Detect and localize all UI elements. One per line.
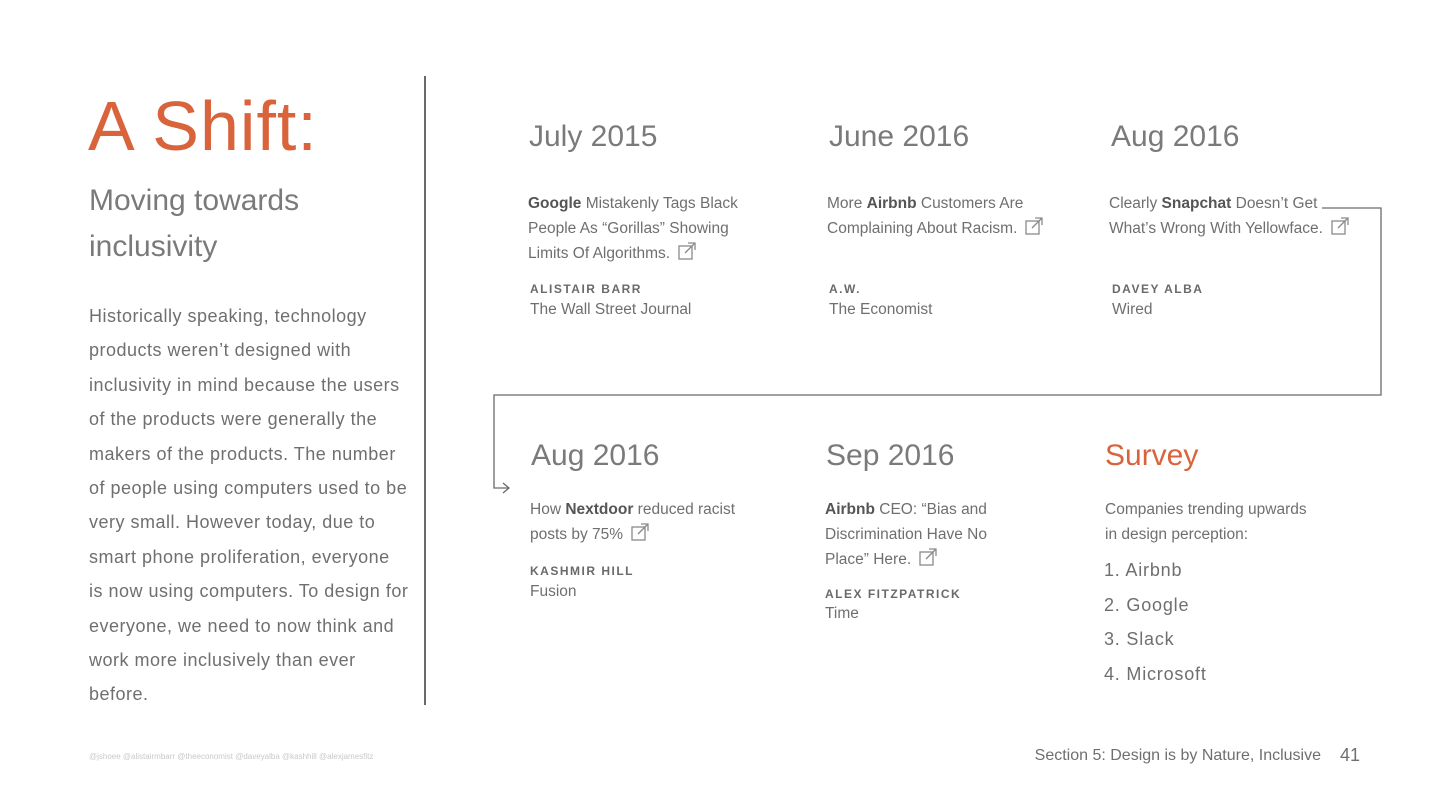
headline-text: Clearly (1109, 195, 1162, 212)
headline-text: Doesn’t Get What’s Wrong With Yellowface. (1109, 195, 1323, 237)
timeline-date: Aug 2016 (531, 439, 660, 472)
headline-text: CEO: “Bias and Discrimination Have No Place” Here. (825, 501, 987, 568)
headline-text: More (827, 195, 867, 212)
timeline-publication: The Economist (829, 301, 933, 318)
slide-body-text: Historically speaking, technology products weren’t designed with inclusivity in mind because the users of the products were generally the makers of the products. The number of people using computers used to be very small. However today, due to smart phone proliferation, everyone is now using computers. To design for everyone, we need to now think and work more inclusively than ever before. (89, 306, 409, 705)
timeline-headline[interactable] (528, 191, 743, 266)
headline-text: Customers Are Complaining About Racism. (827, 195, 1024, 237)
timeline-date: Sep 2016 (826, 439, 955, 472)
timeline-author: ALEX FITZPATRICK (825, 587, 962, 601)
headline-text: How (530, 501, 566, 518)
survey-list-item: 2. Google (1104, 594, 1190, 615)
external-link-icon[interactable] (631, 523, 649, 541)
survey-title: Survey (1105, 439, 1199, 472)
timeline-headline[interactable] (1109, 191, 1349, 241)
timeline-author: ALISTAIR BARR (530, 282, 642, 296)
headline-bold: Google (528, 195, 582, 212)
survey-list-item: 1. Airbnb (1104, 560, 1183, 580)
timeline-author: A.W. (829, 282, 861, 296)
timeline-date: Aug 2016 (1111, 120, 1240, 153)
footer-section-label: Section 5: Design is by Nature, Inclusive (1034, 747, 1321, 764)
timeline-author: KASHMIR HILL (530, 564, 634, 578)
timeline-date: July 2015 (529, 120, 658, 153)
timeline-item-4 (531, 439, 659, 473)
timeline-date: June 2016 (829, 120, 970, 153)
external-link-icon[interactable] (1331, 217, 1349, 235)
timeline-publication: Fusion (530, 583, 577, 600)
headline-bold: Airbnb (825, 501, 875, 518)
headline-bold: Airbnb (866, 195, 917, 212)
timeline-author: DAVEY ALBA (1112, 282, 1204, 296)
footer-handles: @jshoee @alistairmbarr @theeconomist @daveyalba @kashhill @alexjamesfitz (89, 752, 374, 761)
timeline-publication: Time (825, 605, 859, 622)
headline-bold: Nextdoor (565, 501, 634, 518)
headline-text: Mistakenly Tags Black People As “Gorillas” Showing Limits Of Algorithms. (528, 195, 738, 262)
survey-intro: Companies trending upwards in design perception: (1105, 501, 1307, 543)
timeline-item-1 (529, 120, 657, 154)
slide-title: A Shift: (88, 87, 318, 165)
slide-subtitle: Moving towards inclusivity (89, 184, 300, 263)
timeline-headline[interactable] (825, 497, 1010, 572)
external-link-icon[interactable] (919, 548, 937, 566)
external-link-icon[interactable] (678, 242, 696, 260)
external-link-icon[interactable] (1025, 217, 1043, 235)
timeline-publication: The Wall Street Journal (530, 301, 692, 318)
timeline-item-2 (829, 120, 969, 154)
timeline-item-3 (1111, 120, 1239, 154)
timeline-item-5 (826, 439, 954, 473)
headline-bold: Snapchat (1161, 195, 1232, 212)
timeline-headline[interactable] (530, 497, 745, 547)
timeline-headline[interactable] (827, 191, 1052, 241)
timeline-publication: Wired (1112, 301, 1153, 318)
survey-list-item: 4. Microsoft (1104, 663, 1207, 684)
survey-list-item: 3. Slack (1104, 629, 1175, 649)
page-number: 41 (1340, 745, 1361, 765)
survey-list (1104, 559, 1207, 697)
headline-text: reduced racist posts by 75% (530, 501, 736, 543)
